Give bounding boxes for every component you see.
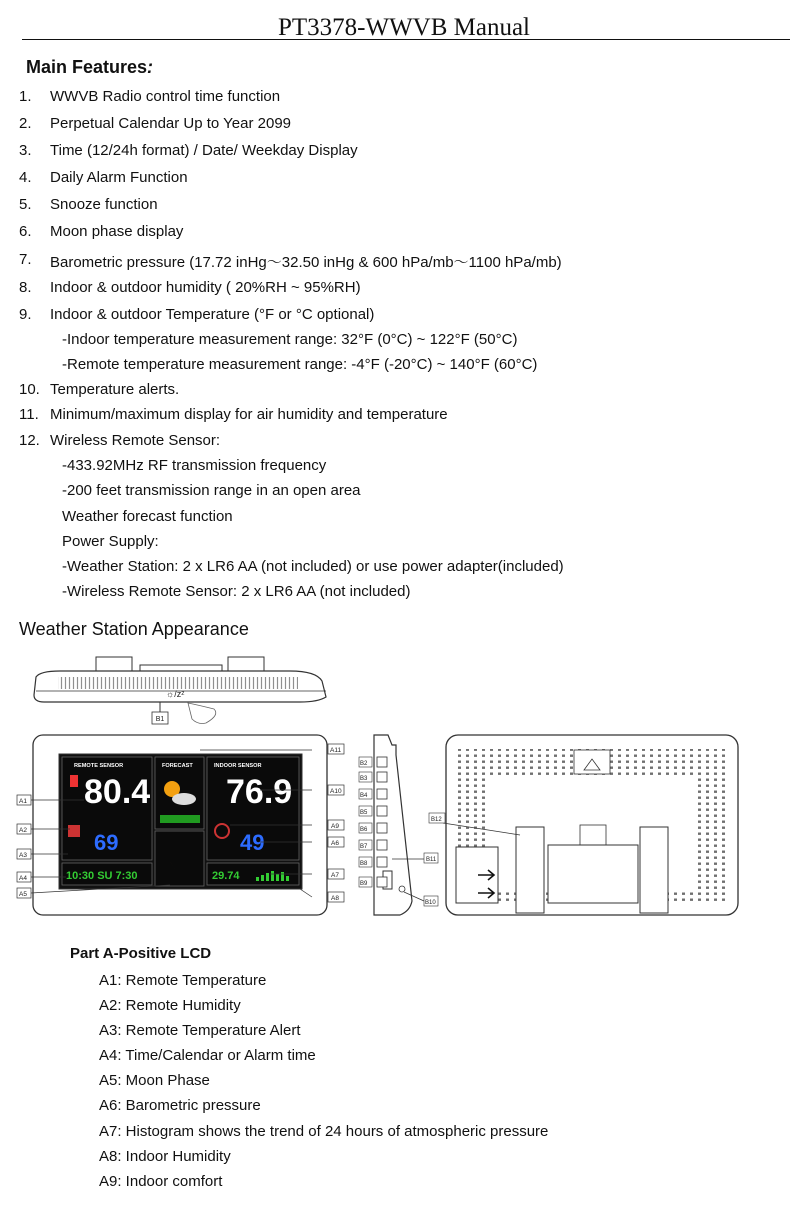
feature-number: 4. — [19, 169, 32, 186]
feature-number: 12. — [19, 432, 40, 449]
callout-a3: A3 — [19, 852, 27, 859]
legend-item: A8: Indoor Humidity — [99, 1148, 231, 1165]
feature-subitem: -200 feet transmission range in an open area — [62, 482, 361, 499]
callout-b5: B5 — [360, 810, 368, 816]
legend-item: A1: Remote Temperature — [99, 972, 267, 989]
callout-b10: B10 — [425, 900, 436, 906]
feature-text: Perpetual Calendar Up to Year 2099 — [50, 115, 292, 132]
feature-number: 9. — [19, 306, 32, 323]
main-features-heading — [26, 57, 153, 78]
legend-item: A6: Barometric pressure — [99, 1097, 261, 1114]
feature-number: 1. — [19, 88, 32, 105]
feature-text: Daily Alarm Function — [50, 169, 188, 186]
feature-subitem: -Weather Station: 2 x LR6 AA (not included) or use power adapter(included) — [62, 558, 564, 575]
callout-a4: A4 — [19, 875, 27, 882]
light-snooze-icon: ☼/zᶻ — [166, 689, 185, 699]
main-features-heading-text: Main Features — [26, 57, 148, 77]
indoor-temperature-value: 76.9 — [226, 773, 293, 811]
callout-a8: A8 — [331, 895, 339, 902]
part-a-heading: Part A-Positive LCD — [70, 945, 212, 962]
callout-a9: A9 — [331, 823, 339, 830]
indoor-sensor-title: INDOOR SENSOR — [214, 763, 262, 769]
page-title: PT3378-WWVB Manual — [277, 14, 531, 41]
feature-text: WWVB Radio control time function — [50, 88, 281, 105]
feature-subitem: Power Supply: — [62, 533, 159, 550]
callout-a10: A10 — [330, 788, 342, 795]
callout-a6: A6 — [331, 840, 339, 847]
feature-text: Minimum/maximum display for air humidity and temperature — [50, 406, 448, 423]
remote-sensor-title: REMOTE SENSOR — [74, 763, 124, 769]
feature-text: Wireless Remote Sensor: — [50, 432, 221, 449]
feature-number: 2. — [19, 115, 32, 132]
legend-item: A3: Remote Temperature Alert — [99, 1022, 301, 1039]
callout-b4: B4 — [360, 793, 368, 799]
feature-text: Snooze function — [50, 196, 158, 213]
callout-b9: B9 — [360, 881, 368, 887]
feature-text: Moon phase display — [50, 223, 184, 240]
callout-a1: A1 — [19, 798, 27, 805]
cloud-icon — [172, 793, 196, 805]
time-calendar-display: 10:30 SU 7:30 — [66, 870, 138, 882]
callout-b11: B11 — [426, 857, 437, 863]
legend-item: A2: Remote Humidity — [99, 997, 241, 1014]
feature-text: Temperature alerts. — [50, 381, 180, 398]
feature-text: Indoor & outdoor humidity ( 20%RH ~ 95%RH) — [50, 279, 361, 296]
main-features-heading-colon: : — [147, 57, 154, 77]
callout-b1: B1 — [155, 716, 165, 723]
callout-b6: B6 — [360, 827, 368, 833]
callout-b7: B7 — [360, 844, 368, 850]
feature-number: 8. — [19, 279, 32, 296]
remote-humidity-value: 69 — [94, 830, 119, 855]
top-view — [34, 657, 326, 724]
callout-a7: A7 — [331, 872, 339, 879]
weather-station-diagram — [0, 645, 808, 935]
feature-number: 7. — [19, 251, 32, 268]
side-view — [359, 735, 438, 915]
back-view — [429, 735, 738, 915]
callout-b2: B2 — [360, 761, 368, 767]
legend-item: A7: Histogram shows the trend of 24 hours of atmospheric pressure — [99, 1123, 549, 1140]
callout-b12: B12 — [431, 817, 442, 823]
front-view — [17, 735, 344, 915]
callout-a11: A11 — [330, 747, 342, 754]
feature-number: 10. — [19, 381, 40, 398]
feature-number: 6. — [19, 223, 32, 240]
remote-temperature-value: 80.4 — [84, 773, 151, 811]
legend-item: A5: Moon Phase — [99, 1072, 210, 1089]
indoor-humidity-value: 49 — [240, 830, 265, 855]
feature-subitem: Weather forecast function — [62, 508, 233, 525]
legend-item: A4: Time/Calendar or Alarm time — [99, 1047, 316, 1064]
callout-b3: B3 — [360, 776, 368, 782]
feature-subitem: -Indoor temperature measurement range: 32°F (0°C) ~ 122°F (50°C) — [62, 331, 518, 348]
feature-subitem: -433.92MHz RF transmission frequency — [62, 457, 327, 474]
appearance-heading: Weather Station Appearance — [19, 619, 249, 639]
feature-text: Time (12/24h format) / Date/ Weekday Display — [50, 142, 358, 159]
title-rule — [22, 39, 790, 40]
callout-b8: B8 — [360, 861, 368, 867]
feature-text: Barometric pressure (17.72 inHg～32.50 inHg & 600 hPa/mb～1100 hPa/mb) — [50, 254, 562, 271]
feature-number: 5. — [19, 196, 32, 213]
legend-item: A9: Indoor comfort — [99, 1173, 223, 1190]
feature-number: 11. — [19, 406, 39, 423]
feature-number: 3. — [19, 142, 32, 159]
callout-a2: A2 — [19, 827, 27, 834]
feature-subitem: -Remote temperature measurement range: -4°F (-20°C) ~ 140°F (60°C) — [62, 356, 538, 373]
feature-subitem: -Wireless Remote Sensor: 2 x LR6 AA (not included) — [62, 583, 411, 600]
callout-a5: A5 — [19, 891, 27, 898]
pressure-display: 29.74 — [212, 870, 240, 882]
forecast-title: FORECAST — [162, 763, 193, 769]
feature-text: Indoor & outdoor Temperature (°F or °C optional) — [50, 306, 375, 323]
